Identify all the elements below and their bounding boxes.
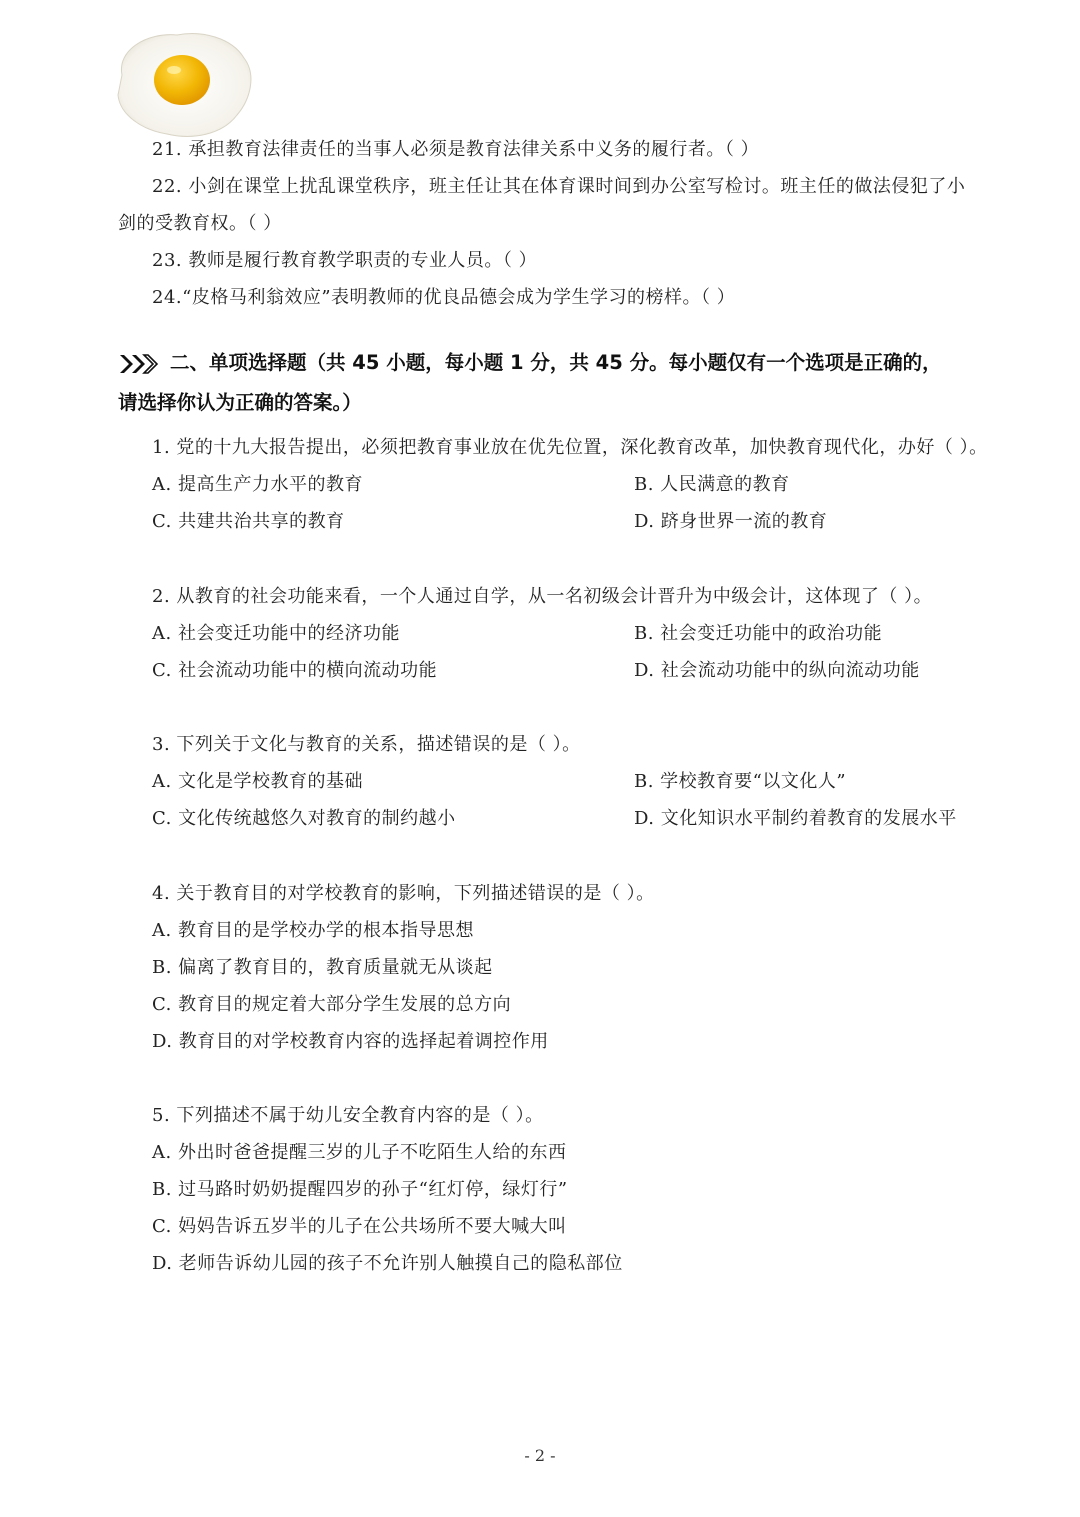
question-1-option-d[interactable]: D. 跻身世界一流的教育	[634, 511, 828, 532]
tf-question-21: 21. 承担教育法律责任的当事人必须是教育法律关系中义务的履行者。（ ）	[152, 139, 760, 160]
question-4-option-b[interactable]: B. 偏离了教育目的，教育质量就无从谈起	[152, 957, 493, 978]
question-2-option-c[interactable]: C. 社会流动功能中的横向流动功能	[152, 660, 438, 681]
question-5-option-c[interactable]: C. 妈妈告诉五岁半的儿子在公共场所不要大喊大叫	[152, 1216, 567, 1237]
section-heading	[118, 343, 978, 423]
question-2-option-d[interactable]: D. 社会流动功能中的纵向流动功能	[634, 660, 920, 681]
section-heading-line1: 二、单项选择题（共 45 小题，每小题 1 分，共 45 分。每小题仅有一个选项是正确的，	[170, 351, 942, 374]
question-2-option-a[interactable]: A. 社会变迁功能中的经济功能	[152, 623, 400, 644]
tf-question-24: 24.“皮格马利翁效应”表明教师的优良品德会成为学生学习的榜样。（ ）	[152, 287, 736, 308]
tf-question-22-continued: 剑的受教育权。（ ）	[118, 213, 282, 234]
question-1-option-c[interactable]: C. 共建共治共享的教育	[152, 511, 345, 532]
question-3-option-a[interactable]: A. 文化是学校教育的基础	[152, 771, 363, 792]
question-4-stem: 4. 关于教育目的对学校教育的影响，下列描述错误的是（ ）。	[152, 883, 655, 904]
tf-question-23: 23. 教师是履行教育教学职责的专业人员。（ ）	[152, 250, 538, 271]
page-number: - 2 -	[524, 1446, 556, 1465]
question-3-option-d[interactable]: D. 文化知识水平制约着教育的发展水平	[634, 808, 957, 829]
question-4-option-d[interactable]: D. 教育目的对学校教育内容的选择起着调控作用	[152, 1031, 549, 1052]
question-5-option-d[interactable]: D. 老师告诉幼儿园的孩子不允许别人触摸自己的隐私部位	[152, 1253, 623, 1274]
question-5-option-b[interactable]: B. 过马路时奶奶提醒四岁的孙子“红灯停，绿灯行”	[152, 1179, 568, 1200]
question-4-option-c[interactable]: C. 教育目的规定着大部分学生发展的总方向	[152, 994, 512, 1015]
section-heading-line2: 请选择你认为正确的答案。）	[118, 391, 362, 414]
question-3-stem: 3. 下列关于文化与教育的关系，描述错误的是（ ）。	[152, 734, 581, 755]
question-1-option-a[interactable]: A. 提高生产力水平的教育	[152, 474, 363, 495]
question-2-option-b[interactable]: B. 社会变迁功能中的政治功能	[634, 623, 883, 644]
question-3-option-c[interactable]: C. 文化传统越悠久对教育的制约越小	[152, 808, 456, 829]
egg-yolk	[154, 55, 210, 105]
question-2-stem: 2. 从教育的社会功能来看，一个人通过自学，从一名初级会计晋升为中级会计，这体现了（ ）。	[152, 586, 933, 607]
question-1-stem: 1. 党的十九大报告提出，必须把教育事业放在优先位置，深化教育改革，加快教育现代化，办好（ ）。	[152, 437, 988, 458]
tf-question-22: 22. 小剑在课堂上扰乱课堂秩序，班主任让其在体育课时间到办公室写检讨。班主任的做法侵犯了小	[152, 176, 966, 197]
question-1-option-b[interactable]: B. 人民满意的教育	[634, 474, 790, 495]
question-5-stem: 5. 下列描述不属于幼儿安全教育内容的是（ ）。	[152, 1105, 544, 1126]
question-5-option-a[interactable]: A. 外出时爸爸提醒三岁的儿子不吃陌生人给的东西	[152, 1142, 567, 1163]
question-4-option-a[interactable]: A. 教育目的是学校办学的根本指导思想	[152, 920, 474, 941]
triple-chevron-icon	[118, 353, 160, 375]
question-3-option-b[interactable]: B. 学校教育要“以文化人”	[634, 771, 847, 792]
fried-egg-sticker	[112, 30, 257, 140]
